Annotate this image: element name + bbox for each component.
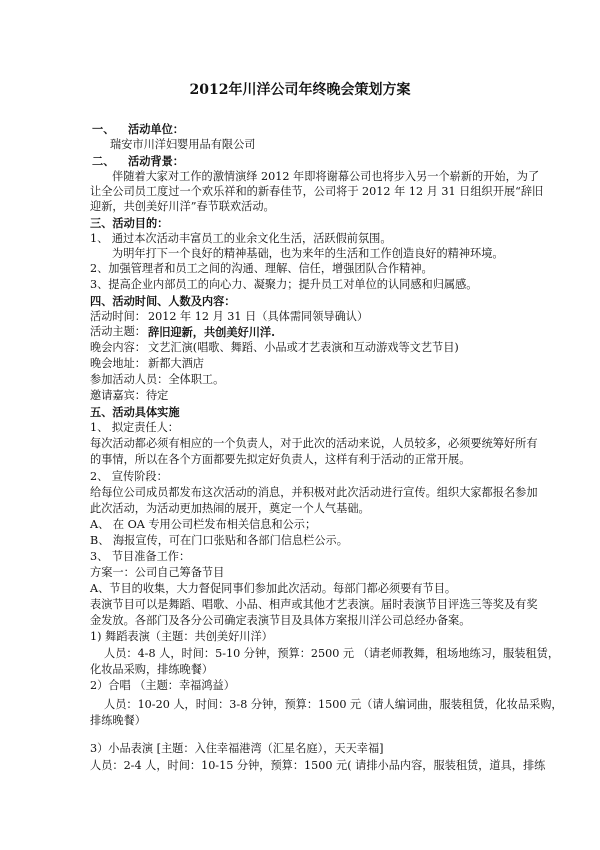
activity-theme-value: 辞旧迎新，共创美好川洋.	[148, 325, 275, 339]
participants: 参加活动人员：全体职工。	[90, 373, 225, 386]
section-4-heading: 四、活动时间、人数及内容：	[90, 294, 236, 308]
section-5-heading: 五、活动具体实施	[90, 405, 180, 419]
skit-line: 人员：2-4 人，时间：10-15 分钟，预算：1500 元( 请排小品内容，服装租赁，道具，排练	[90, 759, 546, 772]
chorus-line: 排练晚餐）	[90, 714, 146, 727]
party-content-label: 晚会内容：	[90, 341, 146, 354]
activity-time-label: 活动时间：	[90, 310, 146, 323]
dance-line: 化妆品采购，排练晚餐）	[90, 663, 214, 676]
invited-guests: 邀请嘉宾：待定	[90, 389, 169, 402]
section-2-heading: 活动背景：	[128, 154, 184, 168]
activity-time-value: 2012 年 12 月 31 日（具体需同领导确认）	[148, 310, 369, 323]
step-1-line: 的事情，所以在各个方面都要先拟定好负责人，这样有利于活动的正常开展。	[90, 453, 471, 466]
step-3-title: 3、 节目准备工作：	[90, 550, 191, 563]
step-1-title: 1、 拟定责任人：	[90, 421, 179, 434]
chorus-title: 2）合唱 （主题：幸福鸿益）	[90, 679, 235, 692]
section-1-heading: 活动单位：	[128, 122, 184, 136]
activity-theme-label: 活动主题：	[90, 325, 146, 338]
dance-line: 人员：4-8 人，时间：5-10 分钟，预算：2500 元 （请老师教舞，租场地练习，服装租赁，	[104, 647, 560, 660]
step-2-line: A、 在 OA 专用公司栏发布相关信息和公示；	[90, 518, 317, 531]
section-3-heading: 三、活动目的：	[90, 216, 169, 230]
section-2-number: 二、	[92, 154, 115, 168]
dance-title: 1) 舞蹈表演（主题：共创美好川洋）	[90, 630, 273, 643]
step-2-line: 给每位公司成员都发布这次活动的消息，并积极对此次活动进行宣传。组织大家都报名参加	[90, 486, 538, 499]
section-1-content: 瑞安市川洋妇婴用品有限公司	[110, 138, 256, 151]
chorus-line: 人员：10-20 人，时间：3-8 分钟，预算：1500 元（请人编词曲，服装租赁，化妆品采购，	[104, 698, 563, 711]
section-2-line: 让全公司员工度过一个欢乐祥和的新春佳节，公司将于 2012 年 12 月 31 日组织开展“辞旧	[90, 185, 544, 198]
section-3-item: 为明年打下一个良好的精神基础，也为来年的生活和工作创造良好的精神环境。	[112, 247, 504, 260]
step-3-line: A、节目的收集，大力督促同事们参加此次活动。每部门都必须要有节目。	[90, 582, 457, 595]
step-3-line: 方案一：公司自己筹备节目	[90, 566, 225, 579]
step-2-line: 此次活动，为活动更加热闹的展开，奠定一个人气基础。	[90, 502, 370, 515]
step-2-title: 2、 宣传阶段：	[90, 470, 168, 483]
document-title: 2012年川洋公司年终晚会策划方案	[189, 82, 411, 98]
step-3-line: 金发放。各部门及各分公司确定表演节目及具体方案报川洋公司总经办备案。	[90, 614, 471, 627]
step-1-line: 每次活动都必须有相应的一个负责人，对于此次的活动来说，人员较多，必须要统筹好所有	[90, 437, 538, 450]
section-2-line: 伴随着大家对工作的激情演绎 2012 年即将谢幕公司也将步入另一个崭新的开始，为了	[112, 170, 540, 183]
step-3-line: 表演节目可以是舞蹈、唱歌、小品、相声或其他才艺表演。届时表演节目评选三等奖及有奖	[90, 598, 538, 611]
section-3-item: 3、提高企业内部员工的向心力、凝聚力；提升员工对单位的认同感和归属感。	[90, 278, 478, 291]
section-2-line: 迎新，共创美好川洋”春节联欢活动。	[90, 200, 275, 213]
section-1-number: 一、	[92, 122, 115, 136]
party-content-value: 文艺汇演(唱歌、舞蹈、小品或才艺表演和互动游戏等文艺节目)	[148, 341, 459, 354]
section-3-item: 1、 通过本次活动丰富员工的业余文化生活，活跃假前氛围。	[90, 232, 392, 245]
skit-title: 3）小品表演 [主题：入住幸福港湾（汇星名庭），天天幸福]	[90, 742, 384, 755]
step-2-line: B、 海报宣传，可在门口张贴和各部门信息栏公示。	[90, 534, 348, 547]
party-venue-label: 晚会地址：	[90, 357, 146, 370]
party-venue-value: 新都大酒店	[148, 357, 204, 370]
section-3-item: 2、加强管理者和员工之间的沟通、理解、信任，增强团队合作精神。	[90, 262, 433, 275]
